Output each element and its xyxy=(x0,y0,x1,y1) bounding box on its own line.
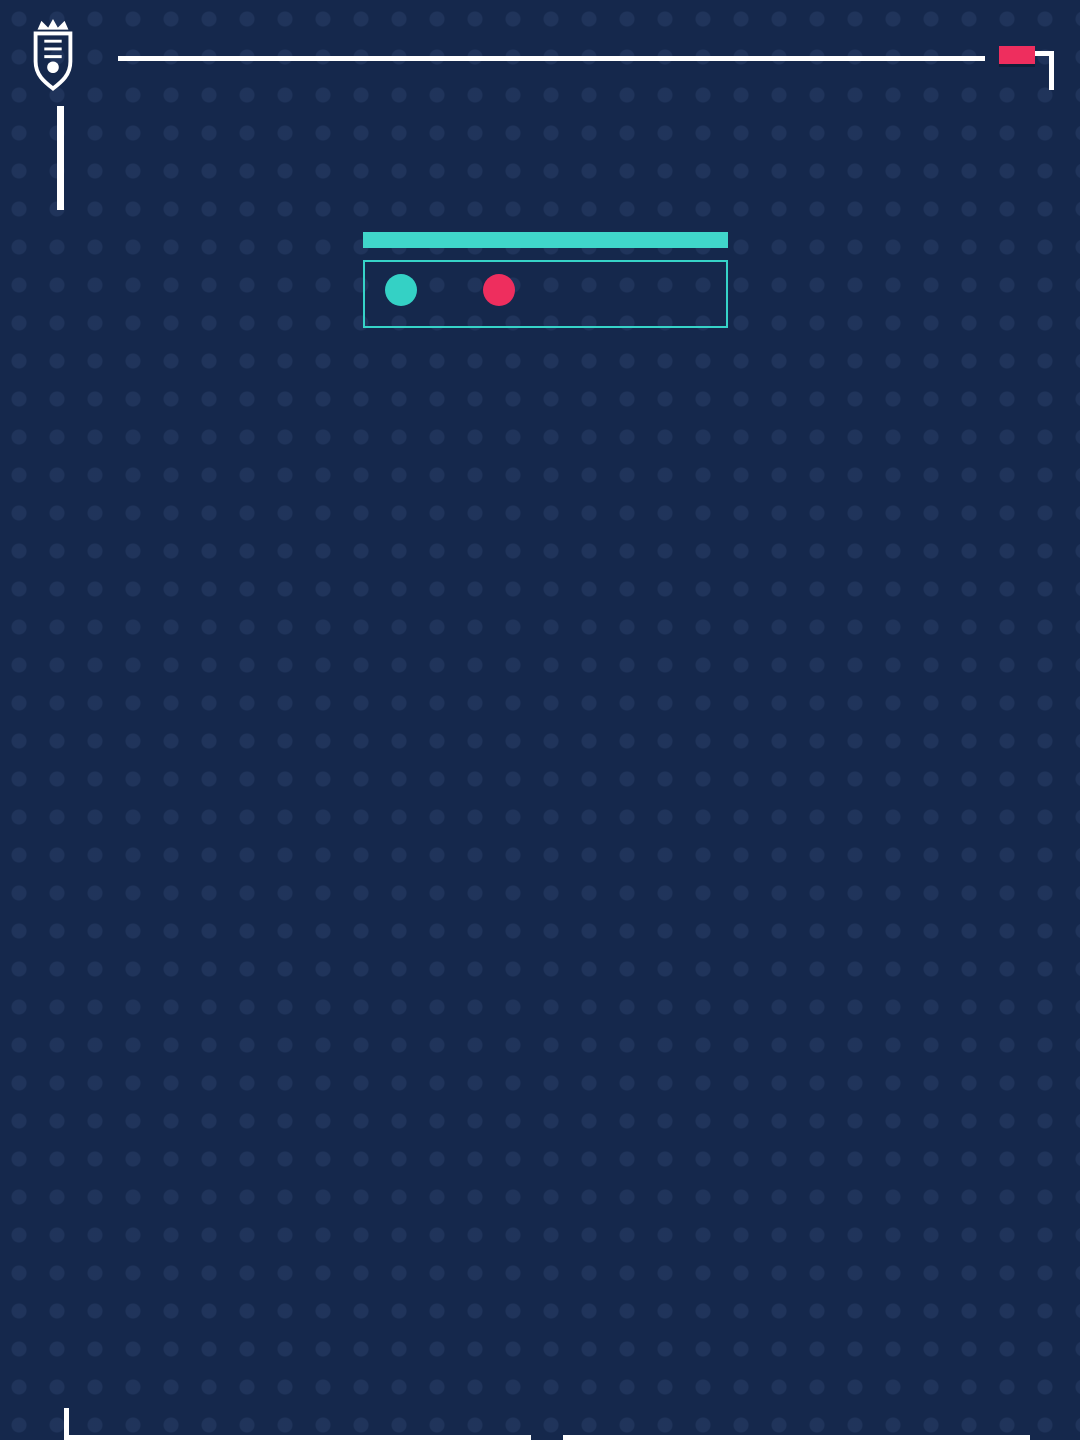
footer-hashtag-row xyxy=(64,1435,1030,1440)
footer xyxy=(0,1394,1080,1440)
x-icon xyxy=(483,274,515,306)
header-divider-line xyxy=(118,56,985,61)
content-columns xyxy=(0,212,1080,1394)
legend xyxy=(379,272,720,314)
hashtag-right-line xyxy=(563,1435,1030,1440)
hashtag-left-line xyxy=(64,1435,531,1440)
header xyxy=(0,0,1080,96)
police-crest-icon xyxy=(24,17,82,93)
coronavirus-badge xyxy=(999,46,1035,64)
title-accent-bar xyxy=(57,106,64,210)
services-box xyxy=(363,260,728,328)
title-row xyxy=(0,96,1080,212)
legend-open xyxy=(385,274,427,306)
badge-tail-line xyxy=(1035,51,1054,90)
legend-closed xyxy=(483,274,525,306)
decree-date-banner xyxy=(363,232,728,248)
center-column xyxy=(359,222,732,328)
check-icon xyxy=(385,274,417,306)
